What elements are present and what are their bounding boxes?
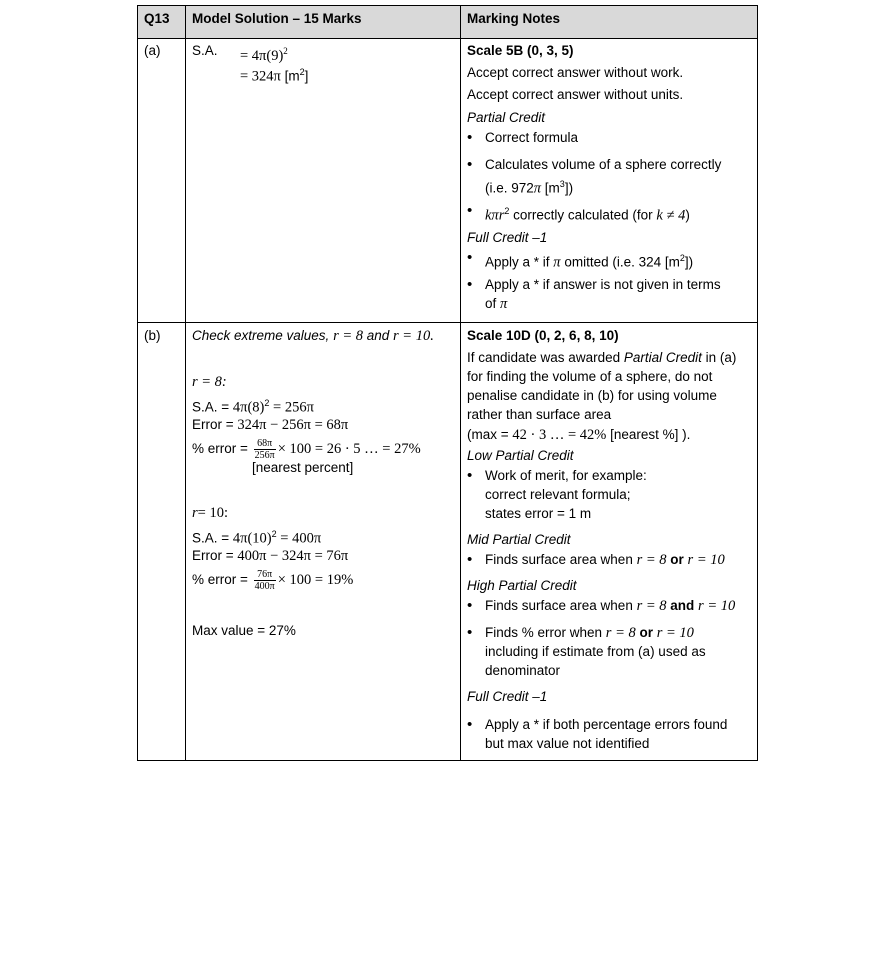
part-b-row <box>138 323 758 761</box>
part-a-scale: Scale 5B (0, 3, 5) <box>467 43 574 58</box>
high-item-percent-error-2: including if estimate from (a) used as <box>485 644 706 659</box>
partial-item-kpr2: • kπr$^2$ correctly calculated (for k ≠ 4) <box>485 202 690 225</box>
high-item-surface-area: • Finds surface area when r = 8 and r = 10 <box>485 597 735 615</box>
question-header: Q13 <box>138 6 186 39</box>
r8-percent-error: % error = $\frac{68\pi}{256\pi}$ × 100 = 26 · 5 … = 27% <box>192 437 421 461</box>
partial-item-volume-detail: (i.e. 972π $[m^3]$) <box>485 179 574 197</box>
low-item-error: states error = 1 m <box>485 506 592 521</box>
full-item-max-value: • Apply a * if both percentage errors found <box>485 716 727 734</box>
part-b-label: (b) <box>144 328 161 343</box>
header-row <box>138 6 758 39</box>
part-a-label-cell <box>138 39 186 323</box>
notes-header: Marking Notes <box>461 6 758 39</box>
r10-surface-area: S.A. = $4\pi(10)^2 = 400\pi$ <box>192 529 322 547</box>
low-item-work-of-merit: • Work of merit, for example: <box>485 467 647 485</box>
sa-line-2: = 324π $[m^2]$ <box>240 67 309 85</box>
high-item-percent-error: • Finds % error when r = 8 or r = 10 <box>485 624 694 642</box>
part-a-row <box>138 39 758 323</box>
mid-partial-heading: Mid Partial Credit <box>467 532 571 547</box>
note-line-1: If candidate was awarded Partial Credit in (a) <box>467 350 737 365</box>
r10-percent-error: % error = $\frac{76\pi}{400\pi}$ × 100 = 19% <box>192 568 354 592</box>
part-a-label: (a) <box>144 43 161 58</box>
r10-label: r= 10: <box>192 505 228 521</box>
max-value: Max value = 27% <box>192 623 296 638</box>
part-b-scale: Scale 10D (0, 2, 6, 8, 10) <box>467 328 619 343</box>
part-a-solution-cell <box>186 39 461 323</box>
note-line-4: rather than surface area <box>467 407 612 422</box>
partial-credit-heading: Partial Credit <box>467 110 546 125</box>
partial-item-formula: • Correct formula <box>485 129 578 147</box>
r8-surface-area: S.A. = $4\pi(8)^2 = 256\pi$ <box>192 398 314 416</box>
note-line-3: penalise candidate in (b) for using volume <box>467 388 717 403</box>
high-item-percent-error-3: denominator <box>485 663 561 678</box>
full-credit-heading-a: Full Credit –1 <box>467 230 548 245</box>
r8-error: Error = 324π − 256π = 68π <box>192 417 349 433</box>
sa-line-1: = $4\pi(9)^2$ <box>240 46 288 64</box>
check-extreme-values: Check extreme values, r = 8 and r = 10. <box>192 328 434 344</box>
mid-item-surface-area: • Finds surface area when r = 8 or r = 10 <box>485 551 725 569</box>
part-b-label-cell <box>138 323 186 761</box>
accept-work-note: Accept correct answer without work. <box>467 65 684 80</box>
low-partial-heading: Low Partial Credit <box>467 448 574 463</box>
r10-error: Error = 400π − 324π = 76π <box>192 548 349 564</box>
r8-nearest-percent: [nearest percent] <box>252 460 354 475</box>
note-line-5: (max = 42 · 3 … = 42% [nearest %] ). <box>467 427 691 443</box>
full-item-pi-omitted: • Apply a * if π omitted (i.e. 324 $[m^2]$) <box>485 249 693 272</box>
r8-label: r = 8: <box>192 374 227 390</box>
full-item-terms-of-pi: • Apply a * if answer is not given in terms <box>485 276 721 294</box>
full-credit-heading-b: Full Credit –1 <box>467 689 548 704</box>
accept-units-note: Accept correct answer without units. <box>467 87 684 102</box>
low-item-formula: correct relevant formula; <box>485 487 631 502</box>
sa-label: S.A. <box>192 43 218 58</box>
note-line-2: for finding the volume of a sphere, do not <box>467 369 713 384</box>
marking-scheme-table <box>137 5 758 761</box>
high-partial-heading: High Partial Credit <box>467 578 577 593</box>
partial-item-volume: • Calculates volume of a sphere correctly <box>485 156 721 174</box>
part-a-notes-cell <box>461 39 758 323</box>
part-b-solution-cell <box>186 323 461 761</box>
solution-header: Model Solution – 15 Marks <box>186 6 461 39</box>
full-item-max-value-2: but max value not identified <box>485 736 650 751</box>
full-item-terms-of-pi-2: of π <box>485 296 508 312</box>
part-b-notes-cell <box>461 323 758 761</box>
